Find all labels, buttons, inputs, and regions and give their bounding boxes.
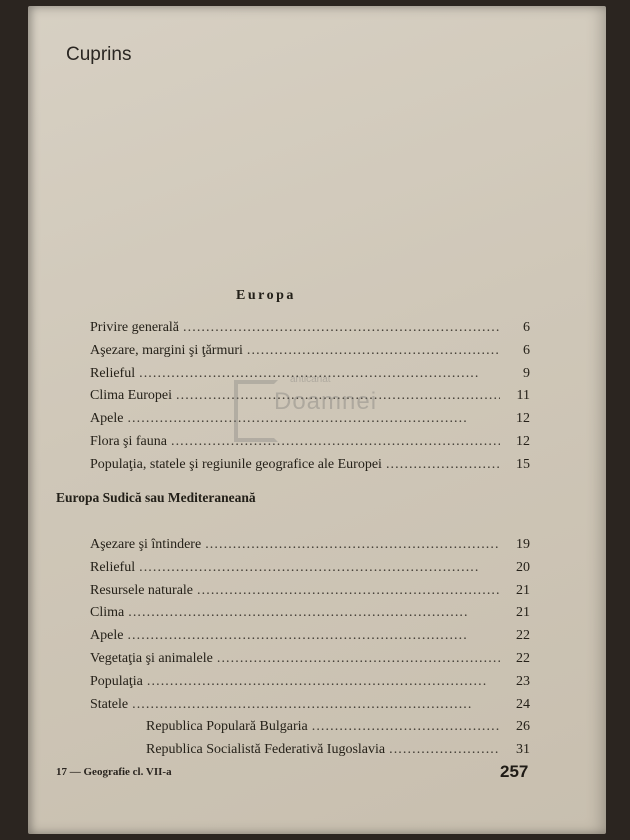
toc-entry bbox=[90, 605, 530, 628]
toc-leader-dots bbox=[183, 320, 500, 336]
toc-entry-label: Resursele naturale bbox=[90, 582, 194, 598]
toc-leader-dots bbox=[312, 719, 500, 735]
toc-entry-label: Aşezare, margini şi ţărmuri bbox=[90, 342, 243, 358]
toc-leader-dots bbox=[139, 560, 500, 576]
page-heading: Cuprins bbox=[66, 44, 132, 65]
toc-entry-label: Vegetaţia şi animalele bbox=[90, 650, 213, 666]
toc-entry-label: Clima Europei bbox=[90, 388, 173, 404]
toc-entry bbox=[90, 411, 530, 434]
toc-entry-page: 24 bbox=[516, 696, 530, 712]
toc-leader-dots bbox=[147, 674, 500, 690]
toc-entry-page: 21 bbox=[516, 605, 530, 621]
toc-entry-page: 12 bbox=[516, 433, 530, 449]
toc-entry bbox=[90, 719, 530, 742]
toc-leader-dots bbox=[389, 742, 500, 758]
toc-leader-dots bbox=[128, 605, 500, 621]
toc-entry-label: Populaţia bbox=[90, 673, 143, 689]
toc-leader-dots bbox=[139, 366, 500, 382]
watermark-top-text: anticariat bbox=[290, 374, 331, 385]
toc-leader-dots bbox=[197, 583, 500, 599]
toc-entry-label: Republica Populară Bulgaria bbox=[146, 719, 308, 735]
toc-entry-page: 15 bbox=[516, 456, 530, 472]
section-title-europa-sudica: Europa Sudică sau Mediteraneană bbox=[56, 490, 256, 505]
toc-entry bbox=[90, 537, 530, 560]
toc-leader-dots bbox=[127, 628, 500, 644]
toc-entry bbox=[90, 583, 530, 606]
toc-list-europa bbox=[90, 320, 530, 480]
toc-entry-label: Relieful bbox=[90, 559, 136, 575]
toc-entry bbox=[90, 697, 530, 720]
toc-entry bbox=[90, 366, 530, 389]
toc-list-europa-sudica bbox=[90, 537, 530, 765]
toc-entry-label: Populaţia, statele şi regiunile geografice ale Europei bbox=[90, 456, 382, 472]
toc-entry-label: Republica Socialistă Federativă Iugoslavia bbox=[146, 742, 386, 758]
toc-entry-page: 12 bbox=[516, 411, 530, 427]
toc-entry-page: 21 bbox=[516, 582, 530, 598]
toc-entry-label: Privire generală bbox=[90, 320, 180, 335]
toc-entry bbox=[90, 651, 530, 674]
toc-entry-label: Apele bbox=[90, 628, 124, 644]
toc-entry-page: 19 bbox=[516, 537, 530, 552]
toc-entry-label: Aşezare şi întindere bbox=[90, 537, 202, 552]
page-number: 257 bbox=[500, 762, 529, 781]
toc-entry bbox=[90, 674, 530, 697]
toc-leader-dots bbox=[205, 537, 500, 553]
toc-entry-page: 26 bbox=[516, 719, 530, 735]
toc-entry bbox=[90, 560, 530, 583]
toc-leader-dots bbox=[127, 411, 500, 427]
toc-leader-dots bbox=[217, 651, 500, 667]
toc-entry-page: 9 bbox=[523, 365, 530, 381]
toc-entry bbox=[90, 628, 530, 651]
toc-entry bbox=[90, 343, 530, 366]
section-title-europa: Europa bbox=[236, 288, 296, 303]
book-page bbox=[28, 6, 606, 834]
toc-entry-page: 31 bbox=[516, 742, 530, 758]
toc-entry-page: 20 bbox=[516, 559, 530, 575]
toc-entry bbox=[90, 434, 530, 457]
toc-entry bbox=[90, 388, 530, 411]
toc-entry-label: Apele bbox=[90, 411, 124, 427]
toc-entry-page: 22 bbox=[516, 628, 530, 644]
toc-entry bbox=[90, 457, 530, 480]
toc-entry-label: Flora şi fauna bbox=[90, 433, 167, 449]
toc-entry-page: 23 bbox=[516, 673, 530, 689]
toc-entry bbox=[90, 320, 530, 343]
toc-leader-dots bbox=[171, 434, 500, 450]
toc-leader-dots bbox=[132, 697, 500, 713]
toc-entry-label: Statele bbox=[90, 696, 129, 712]
toc-leader-dots bbox=[386, 457, 500, 473]
toc-entry-page: 6 bbox=[523, 342, 530, 358]
toc-entry-page: 6 bbox=[523, 320, 530, 335]
toc-entry-label: Relieful bbox=[90, 365, 136, 381]
toc-entry-page: 11 bbox=[516, 388, 530, 404]
toc-entry bbox=[90, 742, 530, 765]
toc-leader-dots bbox=[247, 343, 500, 359]
watermark-main-text: Doamnei bbox=[274, 388, 378, 415]
footer-signature-note: 17 — Geografie cl. VII-a bbox=[56, 766, 172, 778]
toc-entry-page: 22 bbox=[516, 650, 530, 666]
toc-entry-label: Clima bbox=[90, 605, 125, 621]
toc-leader-dots bbox=[176, 388, 500, 404]
